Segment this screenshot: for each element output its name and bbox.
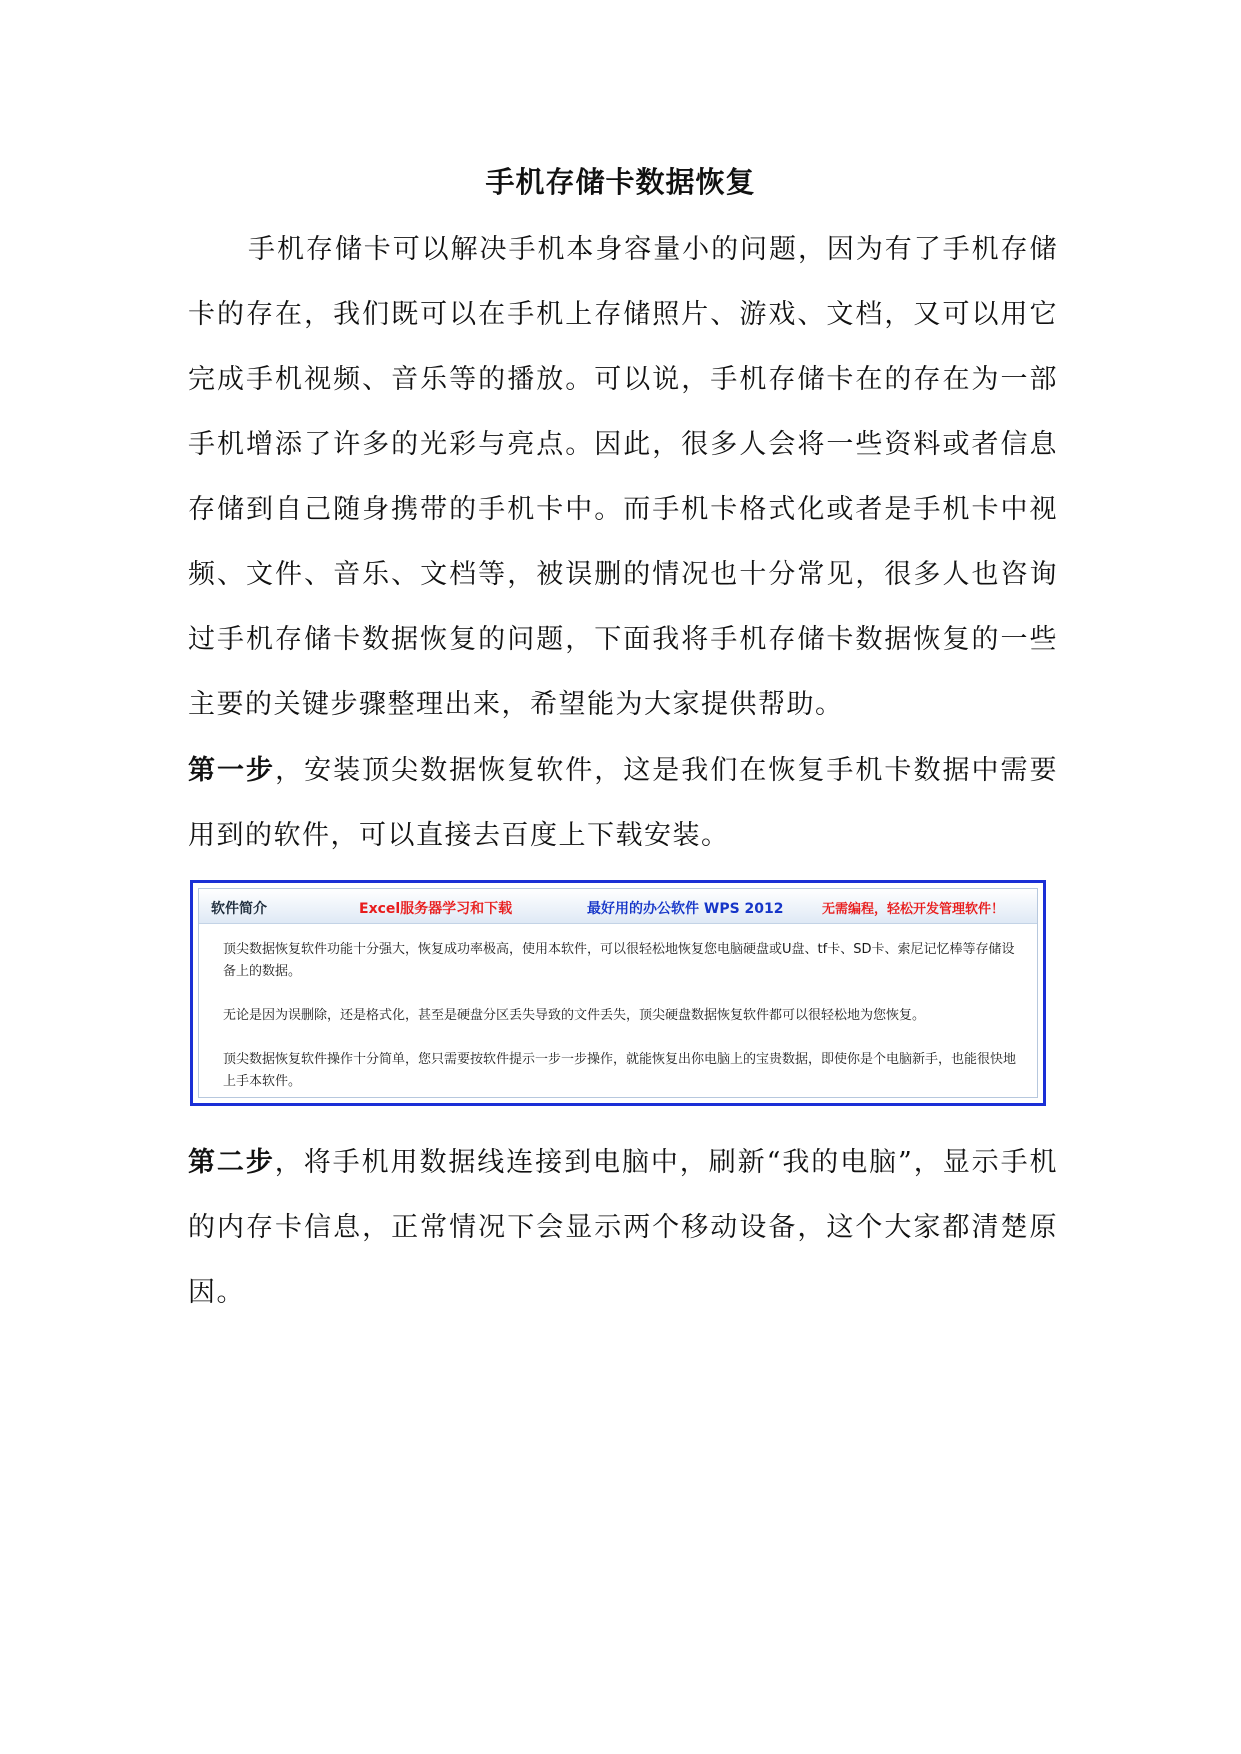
- step-two-paragraph: [188, 1130, 1058, 1325]
- step-one-label: 第一步: [188, 755, 276, 786]
- description-line: 无论是因为误删除，还是格式化，甚至是硬盘分区丢失导致的文件丢失，顶尖硬盘数据恢复软件都可以很轻松地为您恢复。: [223, 1008, 926, 1023]
- intro-paragraph: 手机存储卡可以解决手机本身容量小的问题，因为有了手机存储卡的存在，我们既可以在手机上存储照片、游戏、文档，又可以用它完成手机视频、音乐等的播放。可以说，手机存储卡在的存在为一部手机增添了许多的光彩与亮点。因此，很多人会将一些资料或者信息存储到自己随身携带的手机卡中。而手机卡格式化或者是手机卡中视频、文件、音乐、文档等，被误删的情况也十分常见，很多人也咨询过手机存储卡数据恢复的问题，下面我将手机存储卡数据恢复的一些主要的关键步骤整理出来，希望能为大家提供帮助。: [188, 234, 1058, 720]
- software-intro-screenshot: [190, 880, 1046, 1106]
- software-intro-heading: 软件简介: [211, 901, 267, 917]
- screenshot-header-bar: [199, 889, 1037, 924]
- wps-office-link[interactable]: 最好用的办公软件 WPS 2012: [587, 901, 784, 917]
- step-two-label: 第二步: [188, 1147, 275, 1178]
- screenshot-description: [223, 939, 1025, 1115]
- document-title: 手机存储卡数据恢复: [485, 165, 756, 199]
- excel-server-link[interactable]: Excel服务器学习和下载: [359, 901, 513, 917]
- description-line: 顶尖数据恢复软件功能十分强大，恢复成功率极高，使用本软件，可以很轻松地恢复您电脑硬盘或U盘、tf卡、SD卡、索尼记忆棒等存储设备上的数据。: [223, 942, 1015, 979]
- description-line: 顶尖数据恢复软件操作十分简单，您只需要按软件提示一步一步操作，就能恢复出你电脑上的宝贵数据，即使你是个电脑新手，也能很快地上手本软件。: [223, 1052, 1017, 1089]
- no-code-dev-link[interactable]: 无需编程，轻松开发管理软件！: [822, 902, 1005, 917]
- screenshot-panel: [198, 888, 1038, 1098]
- step-two-text: ，将手机用数据线连接到电脑中，刷新“我的电脑”，显示手机的内存卡信息，正常情况下会显示两个移动设备，这个大家都清楚原因。: [188, 1147, 1059, 1308]
- step-one-paragraph: [188, 738, 1058, 868]
- step-one-text: ，安装顶尖数据恢复软件，这是我们在恢复手机卡数据中需要用到的软件，可以直接去百度上下载安装。: [188, 755, 1059, 851]
